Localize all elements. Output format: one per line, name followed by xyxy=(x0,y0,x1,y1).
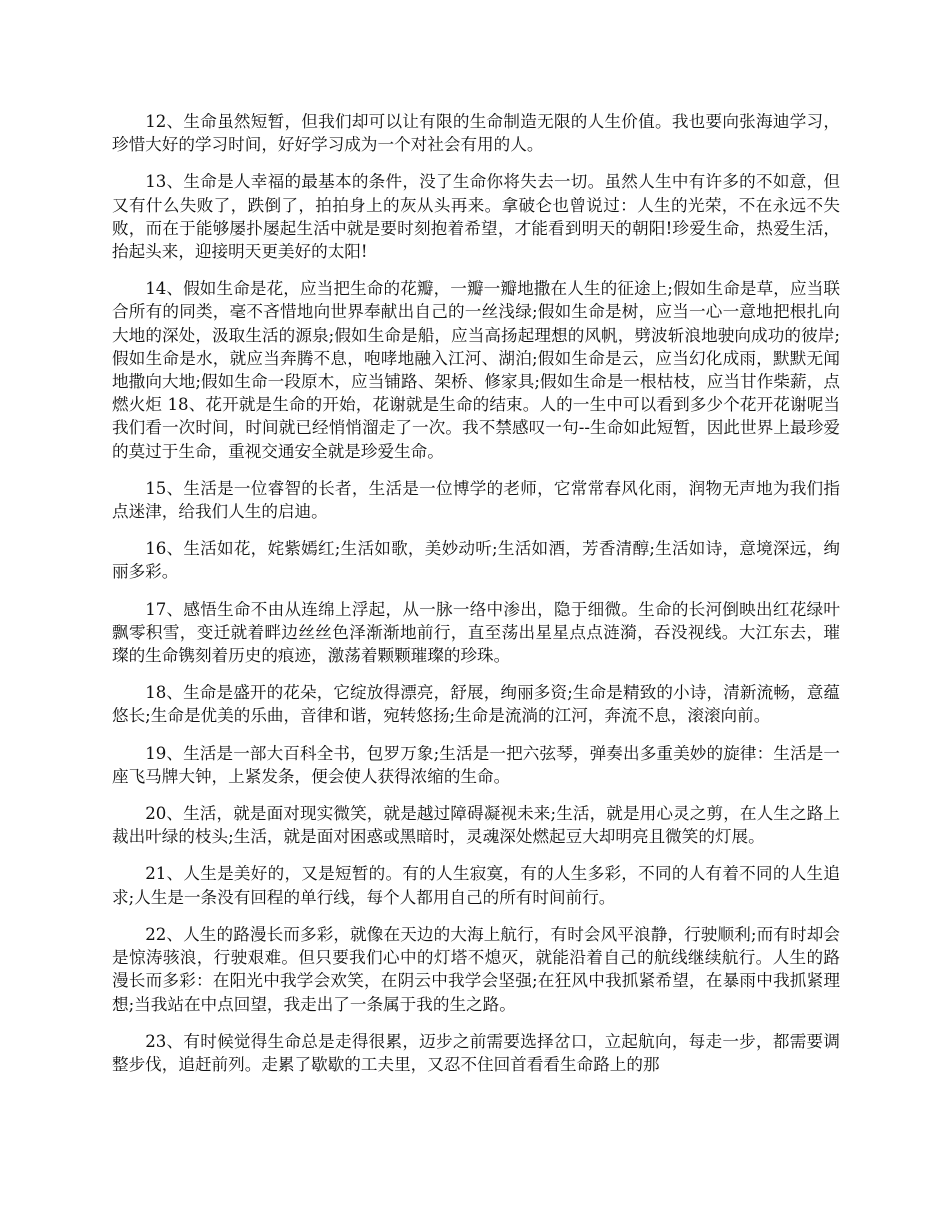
paragraph-20: 20、生活，就是面对现实微笑，就是越过障碍凝视未来;生活，就是用心灵之剪，在人生之路上裁出叶绿的枝头;生活，就是面对困惑或黑暗时，灵魂深处燃起豆大却明亮且微笑的灯展。 xyxy=(112,804,840,847)
paragraph-18: 18、生命是盛开的花朵，它绽放得漂亮，舒展，绚丽多资;生命是精致的小诗，清新流畅，意蕴悠长;生命是优美的乐曲，音律和谐，宛转悠扬;生命是流淌的江河，奔流不息，滚滚向前。 xyxy=(112,683,840,726)
paragraph-12: 12、生命虽然短暂，但我们却可以让有限的生命制造无限的人生价值。我也要向张海迪学习，珍惜大好的学习时间，好好学习成为一个对社会有用的人。 xyxy=(112,112,840,155)
paragraph-19: 19、生活是一部大百科全书，包罗万象;生活是一把六弦琴，弹奏出多重美妙的旋律：生活是一座飞马牌大钟，上紧发条，便会使人获得浓缩的生命。 xyxy=(112,743,840,786)
paragraph-22: 22、人生的路漫长而多彩，就像在天边的大海上航行，有时会风平浪静，行驶顺利;而有时却会是惊涛骇浪，行驶艰难。但只要我们心中的灯塔不熄灭，就能沿着自己的航线继续航行。人生的路漫长而多彩：在阳光中我学会欢笑，在阴云中我学会坚强;在狂风中我抓紧希望，在暴雨中我抓紧理想;当我站在中点回望，我走出了一条属于我的生之路。 xyxy=(112,924,840,1014)
paragraph-23: 23、有时候觉得生命总是走得很累，迈步之前需要选择岔口，立起航向，每走一步，都需要调整步伐，追赶前列。走累了歇歇的工夫里，又忍不住回首看看生命路上的那 xyxy=(112,1031,840,1074)
paragraph-13: 13、生命是人幸福的最基本的条件，没了生命你将失去一切。虽然人生中有许多的不如意，但又有什么失败了，跌倒了，拍拍身上的灰从头再来。拿破仑也曾说过：人生的光荣，不在永远不失败，而在于能够屡扑屡起生活中就是要时刻抱着希望，才能看到明天的朝阳!珍爱生命，热爱生活，抬起头来，迎接明天更美好的太阳! xyxy=(112,172,840,262)
paragraph-17: 17、感悟生命不由从连绵上浮起，从一脉一络中渗出，隐于细微。生命的长河倒映出红花绿叶飘零积雪，变迁就着畔边丝丝色泽渐渐地前行，直至荡出星星点点涟漪，吞没视线。大江东去，璀璨的生命镌刻着历史的痕迹，激荡着颗颗璀璨的珍珠。 xyxy=(112,599,840,666)
paragraph-21: 21、人生是美好的，又是短暂的。有的人生寂寞，有的人生多彩，不同的人有着不同的人生追求;人生是一条没有回程的单行线，每个人都用自己的所有时间前行。 xyxy=(112,864,840,907)
paragraph-16: 16、生活如花，姹紫嫣红;生活如歌，美妙动听;生活如酒，芳香清醇;生活如诗，意境深远，绚丽多彩。 xyxy=(112,539,840,582)
document-page xyxy=(112,110,840,1090)
paragraph-14: 14、假如生命是花，应当把生命的花瓣，一瓣一瓣地撒在人生的征途上;假如生命是草，应当联合所有的同类，毫不吝惜地向世界奉献出自己的一丝浅绿;假如生命是树，应当一心一意地把根扎向大地的深处，汲取生活的源泉;假如生命是船，应当高扬起理想的风帆，劈波斩浪地驶向成功的彼岸;假如生命是水，就应当奔腾不息，咆哮地融入江河、湖泊;假如生命是云，应当幻化成雨，默默无闻地撒向大地;假如生命一段原木，应当铺路、架桥、修家具;假如生命是一根枯枝，应当甘作柴薪，点燃火炬 18、花开就是生命的开始，花谢就是生命的结束。人的一生中可以看到多少个花开花谢呢当我们看一次时间，时间就已经悄悄溜走了一次。我不禁感叹一句--生命如此短暂，因此世界上最珍爱的莫过于生命，重视交通安全就是珍爱生命。 xyxy=(112,279,840,461)
paragraph-15: 15、生活是一位睿智的长者，生活是一位博学的老师，它常常春风化雨，润物无声地为我们指点迷津，给我们人生的启迪。 xyxy=(112,478,840,522)
